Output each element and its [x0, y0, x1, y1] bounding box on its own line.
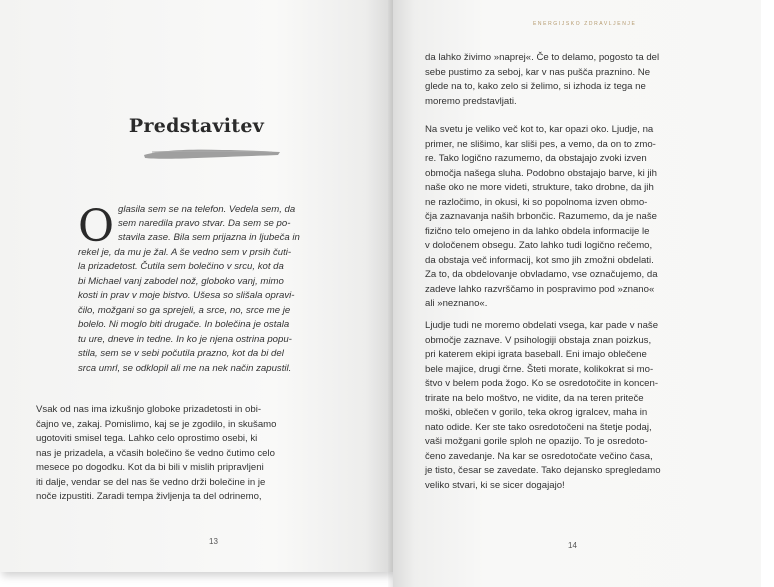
chapter-title: Predstavitev	[128, 115, 265, 137]
body-line: da lahko živimo »naprej«. Če to delamo, pogosto ta del	[425, 52, 660, 63]
body-line: čajno ve, zakaj. Pomislimo, kaj se je zgodilo, in skušamo	[36, 419, 277, 430]
body-line: vaši možgani gorile sploh ne opazijo. To je osredoto-	[425, 436, 648, 447]
body-line: mesece po dogodku. Kot da bi bili v mislih pripravljeni	[36, 462, 264, 473]
body-line: pri katerem ekipi igrata baseball. Eni imajo oblečene	[425, 349, 647, 360]
italic-line: bi Michael vanj zabodel nož, globoko vanj, mimo	[78, 276, 284, 287]
page-number: 13	[209, 537, 218, 546]
brush-stroke-decoration	[142, 146, 282, 160]
body-line: ali »neznano«.	[425, 298, 488, 309]
body-line: čja zaznavanja naših brbončic. Razumemo, da je naše	[425, 211, 657, 222]
body-line: da obstaja več informacij, kot smo jih zmožni obdelati.	[425, 255, 654, 266]
italic-line: kosti in prav v moje bistvo. Ušesa so slišala opravi-	[78, 290, 295, 301]
italic-line: rekel je, da mu je žal. A še vedno sem v prsih čuti-	[78, 247, 292, 258]
page-number: 14	[568, 541, 577, 550]
body-line: območja našega sluha. Podobno obstajajo barve, ki jih	[425, 168, 658, 179]
italic-line: srca umrl, se odklopil ali me na nek način zapustil.	[78, 363, 292, 374]
body-line: ne razločimo, in okusi, ki so popolnoma izven obmo-	[425, 197, 648, 208]
italic-line: glasila sem se na telefon. Vedela sem, da	[118, 204, 296, 215]
body-line: fizično telo omejeno in da lahko obdela informacije le	[425, 226, 650, 237]
body-line: območje zaznave. V psihologiji obstaja znan poizkus,	[425, 335, 652, 346]
body-line: v določenem obsegu. Zato lahko tudi logično rečemo,	[425, 240, 653, 251]
italic-line: sem naredila pravo stvar. Da sem se po-	[118, 218, 291, 229]
italic-line: la prizadetost. Čutila sem bolečino v srcu, kot da	[78, 261, 284, 272]
italic-line: bolelo. Ni moglo biti drugače. In bolečina je ostala	[78, 319, 290, 330]
body-line: Na svetu je veliko več kot to, kar opazi oko. Ljudje, na	[425, 124, 654, 135]
body-line: Vsak od nas ima izkušnjo globoke prizadetosti in obi-	[36, 404, 262, 415]
body-line: veliko stvari, ki se sicer dogajajo!	[425, 480, 565, 491]
body-line: zadeve lahko razvrščamo in pospravimo pod »znano«	[425, 284, 655, 295]
left-page	[0, 0, 393, 572]
body-line: sebe pustimo za seboj, kar v nas pušča praznino. Ne	[425, 67, 651, 78]
italic-line: tu ure, dneve in tedne. In ko je njena ostrina popu-	[78, 334, 292, 345]
body-line: re. Tako logično razumemo, da obstajajo zvoki izven	[425, 153, 647, 164]
body-line: iti dalje, vendar se del nas še vedno drži bolečine in je	[36, 477, 266, 488]
body-line: trirate na belo moštvo, ne vidite, da na teren priteče	[425, 393, 644, 404]
body-line: glede na to, kako zelo si želimo, si izhoda iz tega ne	[425, 81, 646, 92]
body-line: čeno zavedanje. Na kar se osredotočate večino časa,	[425, 451, 653, 462]
body-line: noče izpustiti. Zaradi tempa življenja ta del odrinemo,	[36, 491, 262, 502]
right-page	[393, 0, 761, 587]
running-header: ENERGIJSKO ZDRAVLJENJE	[533, 21, 637, 27]
body-line: bele majice, drugi črne. Šteti morate, kolikokrat si mo-	[425, 364, 654, 375]
italic-line: stavila zase. Bila sem prijazna in ljubeča in	[118, 232, 300, 243]
body-line: Za to, da obdelovanje obvladamo, vse označujemo, da	[425, 269, 658, 280]
body-line: primer, ne slišimo, kar sliši pes, a vemo, da on to zmo-	[425, 139, 656, 150]
body-line: štvo v belem poda žogo. Ko se osredotočite in koncen-	[425, 378, 659, 389]
body-line: naše oko ne more videti, strukture, tako drobne, da jih	[425, 182, 654, 193]
body-line: nato odide. Ker ste tako osredotočeni na štetje podaj,	[425, 422, 652, 433]
body-line: Ljudje tudi ne moremo obdelati vsega, kar pade v naše	[425, 320, 659, 331]
body-line: je tisto, česar se zavedate. Tako dejansko spregledamo	[425, 465, 661, 476]
body-line: nas je prizadela, a včasih bolečino še vedno čutimo celo	[36, 448, 275, 459]
body-line: moški, oblečen v gorilo, teka okrog igralcev, maha in	[425, 407, 648, 418]
body-line: ugotoviti smisel tega. Lahko celo oprostimo osebi, ki	[36, 433, 258, 444]
body-line: moremo predstavljati.	[425, 96, 517, 107]
italic-line: čilo, možgani so ga sprejeli, a srce, no, srce me je	[78, 305, 291, 316]
drop-cap: O	[78, 201, 115, 252]
italic-line: stila, sem se v sebi počutila prazno, kot da bi del	[78, 348, 284, 359]
